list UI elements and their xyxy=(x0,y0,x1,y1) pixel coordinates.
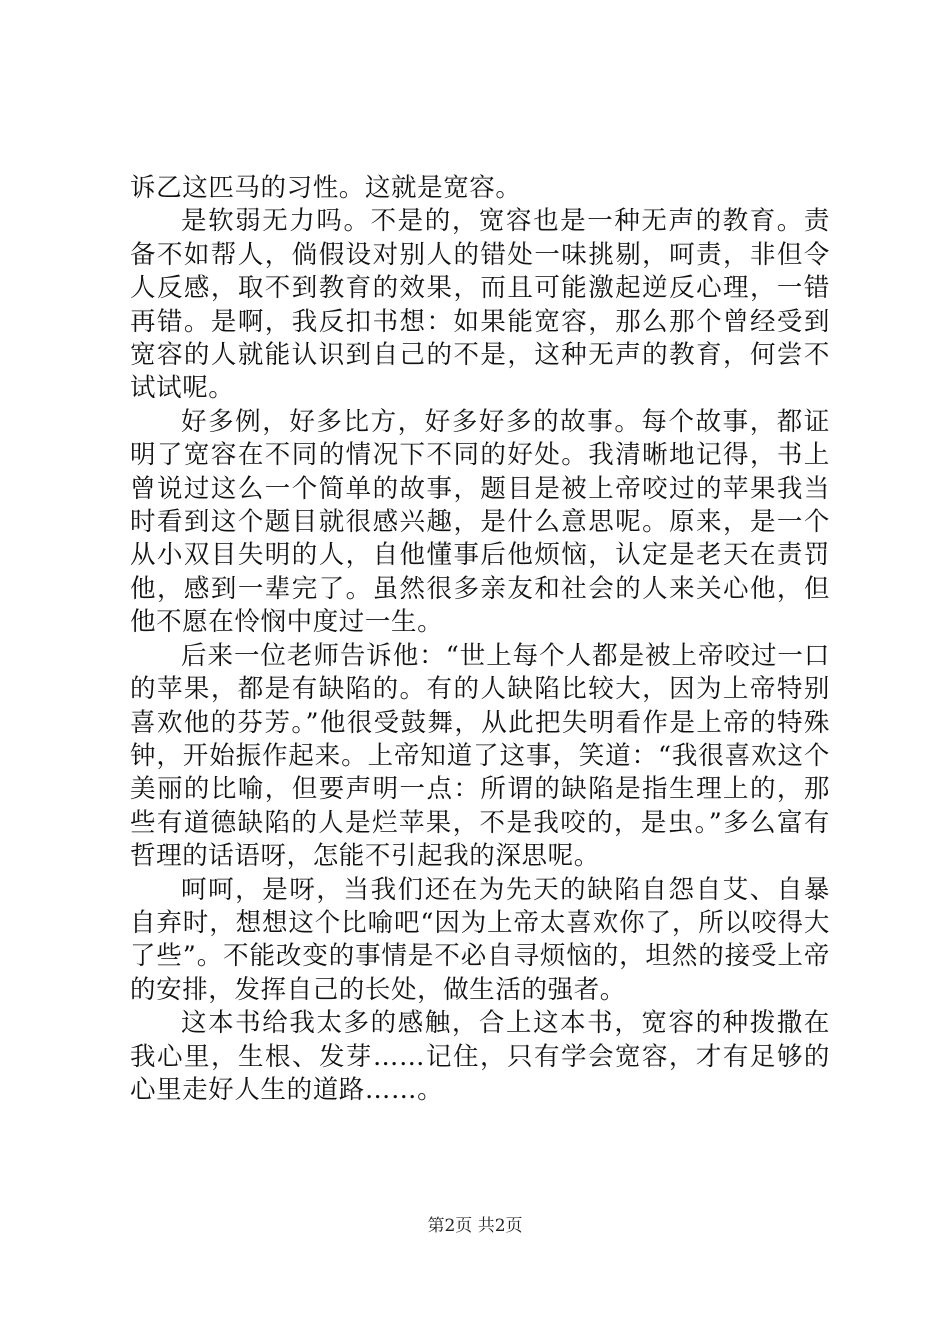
paragraph: 是软弱无力吗。不是的，宽容也是一种无声的教育。责备不如帮人，倘假设对别人的错处一味挑剔，呵责，非但令人反感，取不到教育的效果，而且可能激起逆反心理，一错再错。是啊，我反扣书想：如果能宽容，那么那个曾经受到宽容的人就能认识到自己的不是，这种无声的教育，何尝不试试呢。 xyxy=(130,206,830,404)
page-footer xyxy=(0,1215,950,1237)
paragraph: 后来一位老师告诉他：“世上每个人都是被上帝咬过一口的苹果，都是有缺陷的。有的人缺陷比较大，因为上帝特别喜欢他的芬芳。”他很受鼓舞，从此把失明看作是上帝的特殊钟，开始振作起来。上帝知道了这事，笑道：“我很喜欢这个美丽的比喻，但要声明一点：所谓的缺陷是指生理上的，那些有道德缺陷的人是烂苹果，不是我咬的，是虫。”多么富有哲理的话语呀，怎能不引起我的深思呢。 xyxy=(130,640,830,872)
document-body xyxy=(130,172,830,1107)
paragraph: 诉乙这匹马的习性。这就是宽容。 xyxy=(130,173,522,203)
paragraph: 呵呵，是呀，当我们还在为先天的缺陷自怨自艾、自暴自弃时，想想这个比喻吧“因为上帝太喜欢你了，所以咬得大了些”。不能改变的事情是不必自寻烦恼的，坦然的接受上帝的安排，发挥自己的长处，做生活的强者。 xyxy=(130,874,830,1005)
paragraph: 这本书给我太多的感触，合上这本书，宽容的种拨撒在我心里，生根、发芽……记住，只有学会宽容，才有足够的心里走好人生的道路……。 xyxy=(130,1008,830,1105)
paragraph: 好多例，好多比方，好多好多的故事。每个故事，都证明了宽容在不同的情况下不同的好处。我清晰地记得，书上曾说过这么一个简单的故事，题目是被上帝咬过的苹果我当时看到这个题目就很感兴趣，是什么意思呢。原来，是一个从小双目失明的人，自他懂事后他烦恼，认定是老天在责罚他，感到一辈完了。虽然很多亲友和社会的人来关心他，但他不愿在怜悯中度过一生。 xyxy=(130,406,830,638)
page-number: 第2页 共2页 xyxy=(427,1216,523,1236)
